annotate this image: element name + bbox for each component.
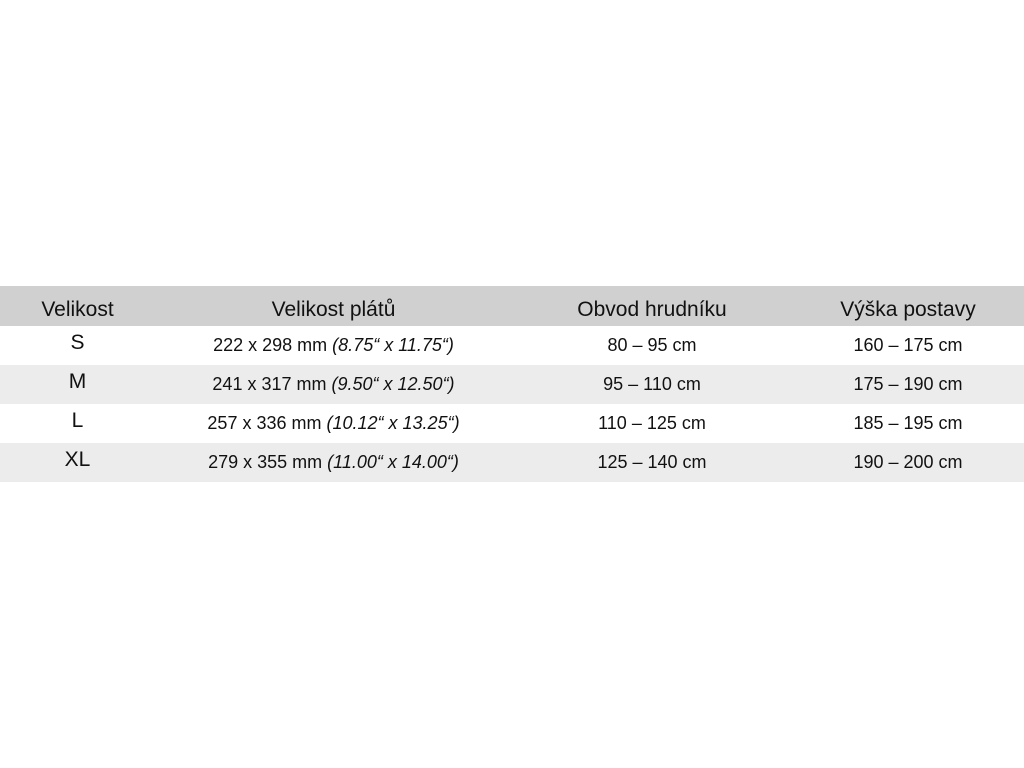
cell-plate-size <box>155 365 512 404</box>
cell-plate-size <box>155 404 512 443</box>
plate-inches: (11.00“ x 14.00“) <box>327 452 459 472</box>
plate-mm: 257 x 336 mm <box>207 413 322 433</box>
table-header <box>0 286 1024 326</box>
cell-height: 190 – 200 cm <box>853 452 963 472</box>
size-chart-table <box>0 286 1024 482</box>
plate-mm: 241 x 317 mm <box>212 374 327 394</box>
cell-chest: 110 – 125 cm <box>598 413 706 433</box>
cell-height: 160 – 175 cm <box>853 335 963 355</box>
cell-size: S <box>70 330 85 354</box>
cell-size: XL <box>64 447 91 471</box>
header-height: Výška postavy <box>840 298 976 321</box>
cell-chest: 95 – 110 cm <box>603 374 701 394</box>
cell-size: M <box>68 369 87 393</box>
table-row <box>0 326 1024 365</box>
cell-chest: 80 – 95 cm <box>607 335 697 355</box>
cell-plate-size <box>155 443 512 482</box>
plate-inches: (8.75“ x 11.75“) <box>332 335 454 355</box>
header-chest: Obvod hrudníku <box>577 298 727 321</box>
cell-size: L <box>71 408 84 432</box>
plate-mm: 279 x 355 mm <box>208 452 323 472</box>
cell-height: 175 – 190 cm <box>853 374 963 394</box>
table-row <box>0 404 1024 443</box>
header-row <box>0 286 1024 326</box>
cell-height: 185 – 195 cm <box>853 413 963 433</box>
table-row <box>0 365 1024 404</box>
header-plate-size: Velikost plátů <box>271 298 396 321</box>
header-size: Velikost <box>41 298 114 321</box>
plate-inches: (10.12“ x 13.25“) <box>326 413 460 433</box>
cell-plate-size <box>155 326 512 365</box>
table-row <box>0 443 1024 482</box>
plate-inches: (9.50“ x 12.50“) <box>331 374 455 394</box>
table-body <box>0 326 1024 482</box>
plate-mm: 222 x 298 mm <box>213 335 328 355</box>
cell-chest: 125 – 140 cm <box>597 452 707 472</box>
